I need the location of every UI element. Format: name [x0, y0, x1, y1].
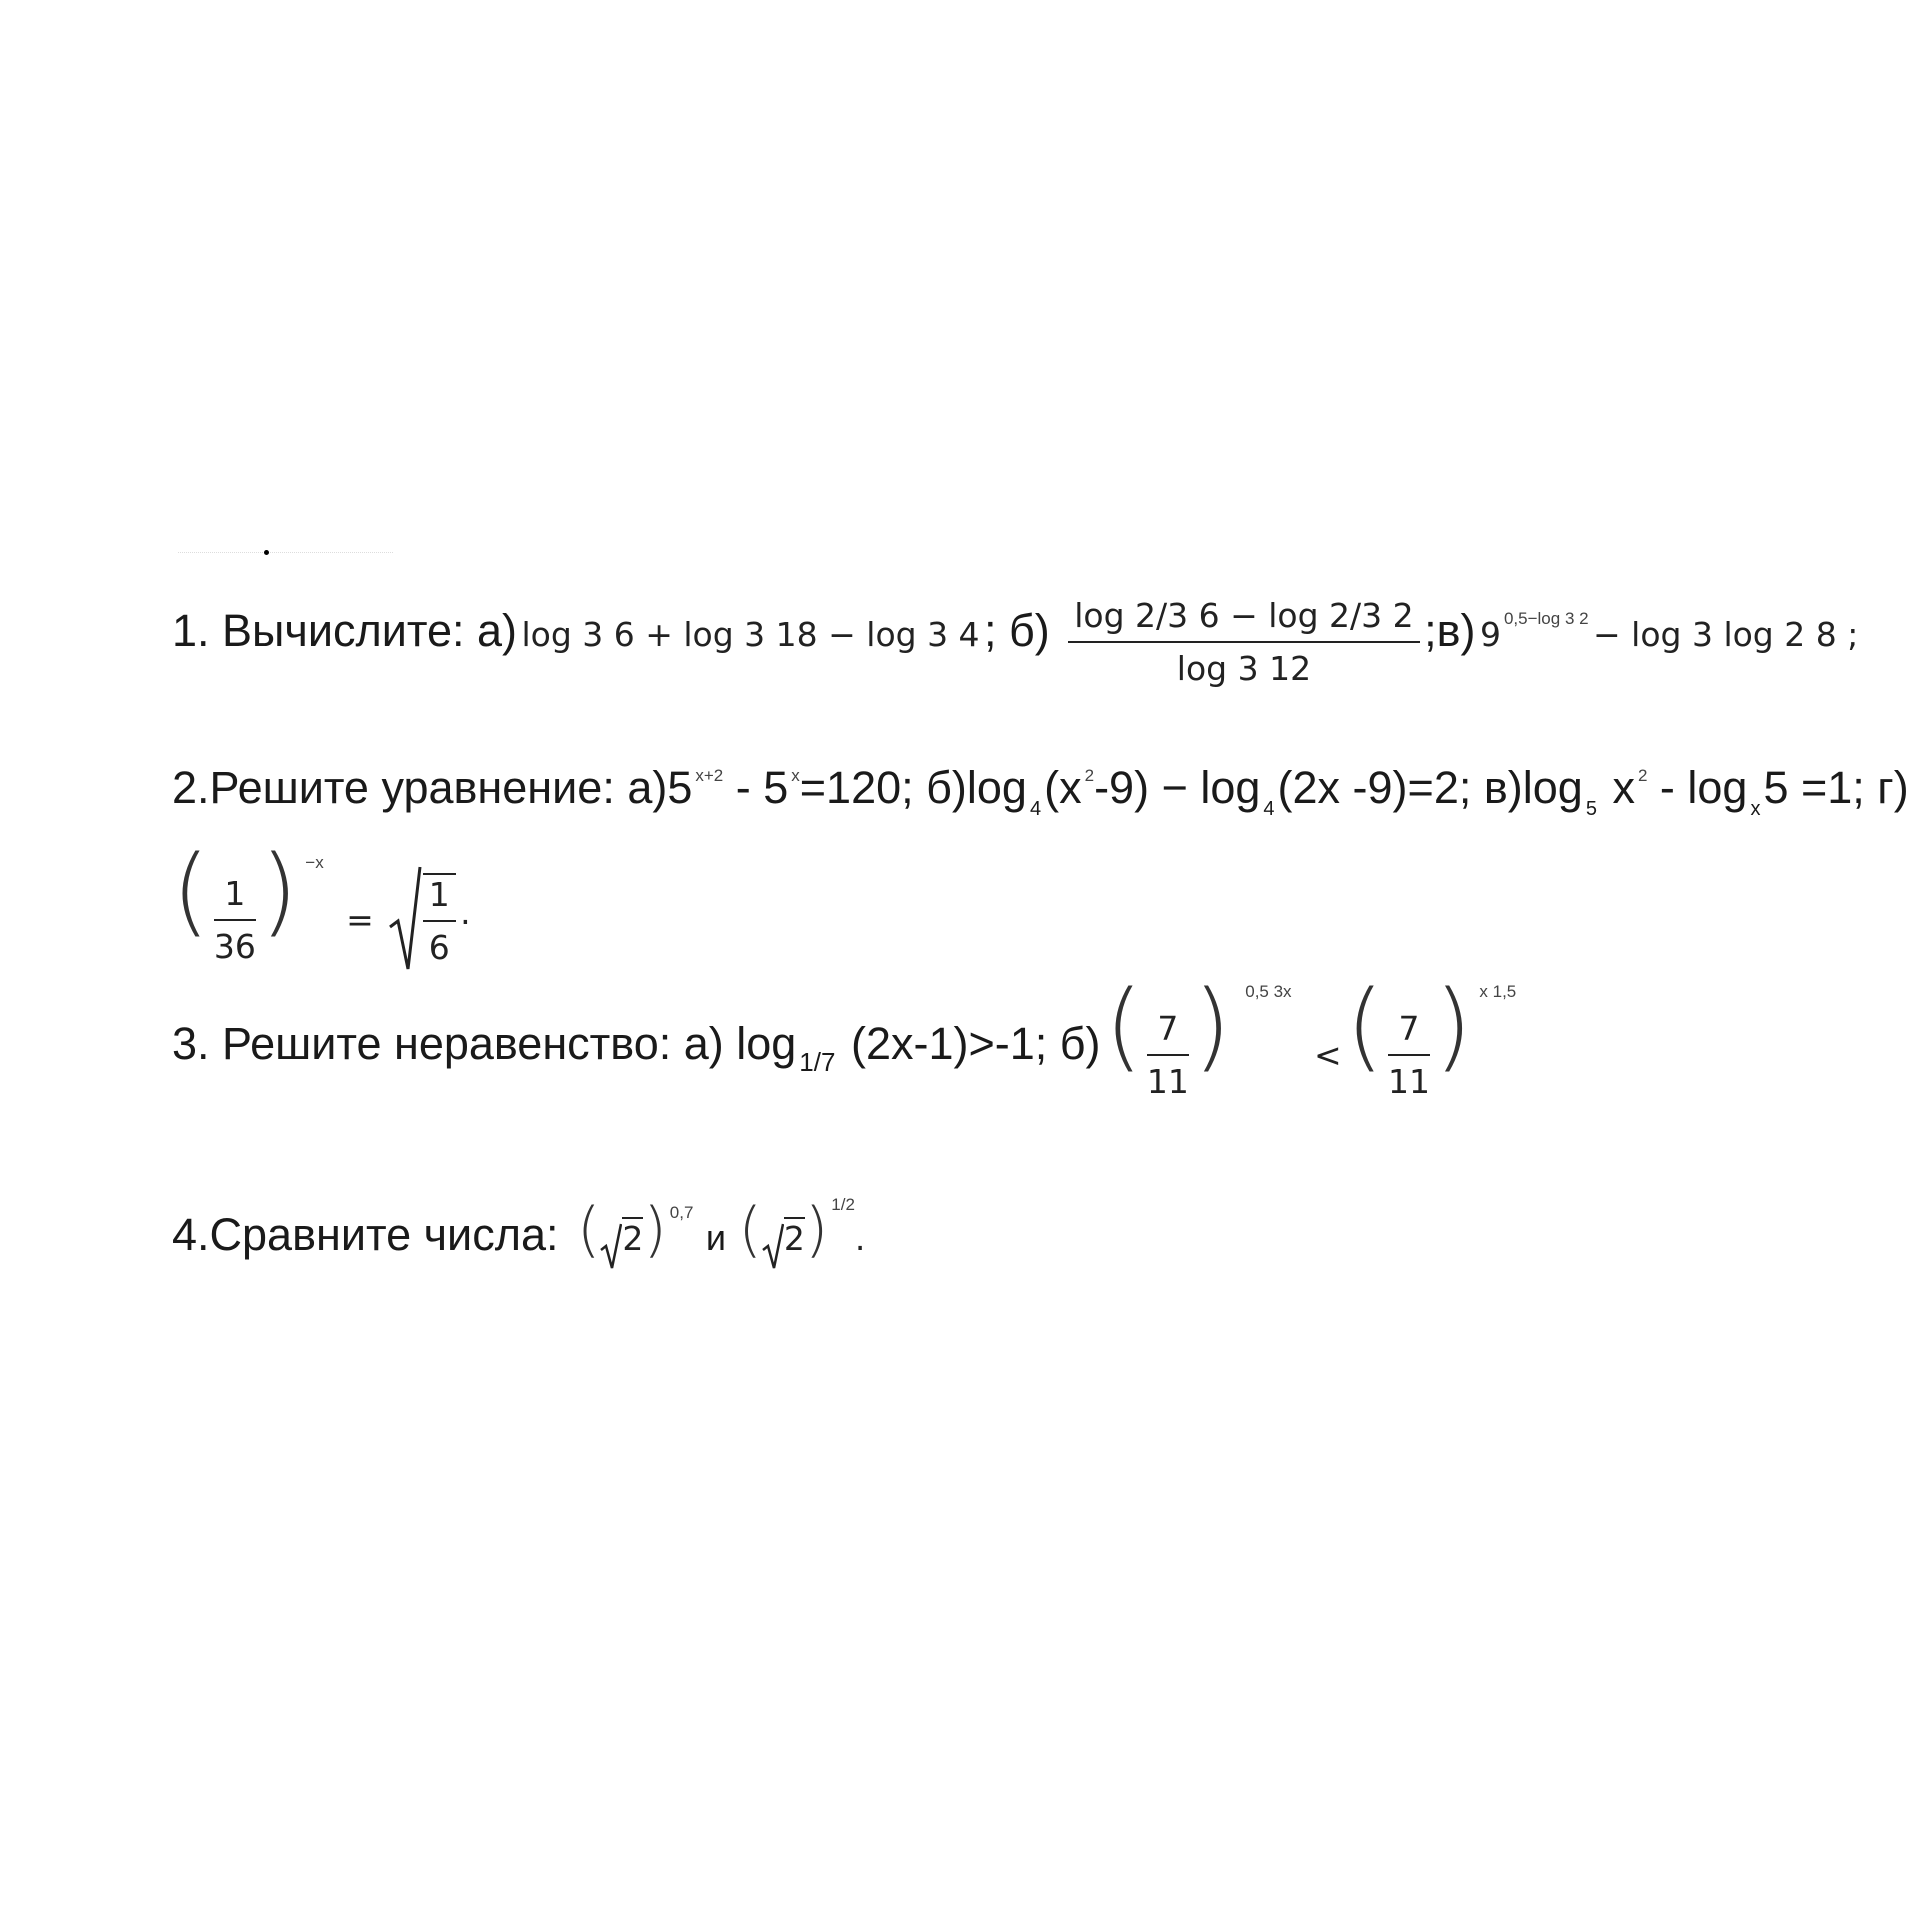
task-4-root-1: 2 — [622, 1219, 644, 1258]
task-2c-tail: 5 =1; г) — [1763, 762, 1909, 813]
task-2d-paren-open: ( — [172, 835, 210, 947]
task-4-paren-open-2: ( — [738, 1195, 762, 1265]
task-2d-exponent: −x — [305, 853, 324, 872]
task-2c-exp: 2 — [1637, 766, 1648, 785]
task-2c-mid2: - log — [1647, 762, 1748, 813]
task-3b-numerator-2: 7 — [1388, 1009, 1430, 1056]
task-4-root-2: 2 — [783, 1219, 805, 1258]
task-3b-paren-close-1: ) — [1193, 970, 1231, 1082]
task-3b-exponent-1: 0,5 3x — [1245, 982, 1292, 1001]
task-4 — [172, 1195, 865, 1270]
task-3b-fraction-1 — [1147, 1009, 1189, 1101]
task-1b-separator: ; б) — [984, 605, 1050, 657]
task-2d-root-fraction — [423, 873, 456, 967]
task-3b-denominator-1: 11 — [1146, 1061, 1189, 1101]
task-2a-mid: - 5 — [723, 762, 789, 813]
task-1b-fraction — [1068, 596, 1419, 688]
task-1c-exponent: 0,5−log 3 2 — [1503, 609, 1589, 629]
task-1-label: 1. Вычислите: а) — [172, 605, 518, 657]
task-2b-mid1: (x — [1044, 762, 1082, 813]
task-3b-fraction-2 — [1388, 1009, 1430, 1101]
task-2d-equals: = — [346, 900, 374, 940]
task-4-paren-close-2: ) — [804, 1195, 829, 1265]
task-1 — [172, 596, 1858, 688]
task-2b-tail: (2x -9)=2; в)log — [1277, 762, 1583, 813]
task-2a-exp1: x+2 — [695, 766, 724, 785]
faint-dotted-line — [178, 552, 393, 554]
task-3 — [172, 970, 1516, 1101]
task-1b-denominator: log 3 12 — [1176, 649, 1312, 688]
task-2b-exp: 2 — [1084, 766, 1095, 785]
task-2d-root-numerator: 1 — [423, 875, 456, 922]
task-3b-less-than: < — [1314, 1035, 1342, 1075]
task-2b-sub: 4 — [1029, 798, 1042, 820]
task-4-and: и — [705, 1217, 726, 1258]
task-2c-mid: x — [1599, 762, 1635, 813]
task-1c-rest: − log 3 log 2 8 ; — [1593, 615, 1859, 655]
task-2d-denominator: 36 — [213, 926, 256, 966]
task-3b-paren-close-2: ) — [1434, 970, 1472, 1082]
task-4-paren-open-1: ( — [576, 1195, 601, 1265]
task-2c-sub2: x — [1750, 798, 1761, 820]
task-2d-numerator: 1 — [214, 874, 256, 921]
sqrt-icon — [762, 1222, 784, 1270]
task-2d-root-denominator: 6 — [428, 927, 450, 967]
dot-mark — [264, 550, 269, 555]
task-4-end: . — [854, 1219, 866, 1258]
task-2-label: 2.Решите уравнение: а)5 — [172, 762, 693, 813]
task-3-label: 3. Решите неравенство: а) log — [172, 1018, 797, 1069]
sqrt-icon — [600, 1222, 622, 1270]
task-1b-numerator: log 2/3 6 − log 2/3 2 — [1068, 596, 1419, 643]
task-1c-separator: ;в) — [1424, 605, 1476, 657]
task-2d-paren-close: ) — [260, 835, 298, 947]
task-2d-fraction — [214, 874, 256, 966]
task-3b-paren-open-1: ( — [1104, 970, 1143, 1082]
task-3a-sub: 1/7 — [799, 1047, 836, 1077]
task-1c-base: 9 — [1479, 615, 1501, 655]
task-3b-paren-open-2: ( — [1346, 970, 1384, 1082]
task-2 — [172, 762, 1909, 820]
task-2b-mid2: -9) − log — [1094, 762, 1261, 813]
task-4-paren-close-1: ) — [643, 1195, 667, 1265]
task-4-label: 4.Сравните числа: — [172, 1209, 559, 1260]
task-3a-tail: (2x-1)>-1; б) — [838, 1018, 1101, 1069]
task-4-exponent-2: 1/2 — [831, 1195, 855, 1214]
task-2d-end: . — [460, 893, 471, 932]
task-2a-exp2: x — [791, 766, 800, 785]
task-3b-exponent-2: x 1,5 — [1479, 982, 1517, 1001]
task-2c-sub: 5 — [1585, 798, 1597, 820]
task-2a-tail: =120; б)log — [799, 762, 1027, 813]
task-2b-sub2: 4 — [1263, 798, 1275, 820]
task-1a-expression: log 3 6 + log 3 18 − log 3 4 — [521, 615, 980, 655]
task-3b-denominator-2: 11 — [1388, 1061, 1431, 1101]
task-3b-numerator-1: 7 — [1147, 1009, 1189, 1056]
task-2d — [172, 835, 471, 975]
sqrt-icon — [388, 865, 422, 975]
task-4-exponent-1: 0,7 — [669, 1203, 694, 1222]
